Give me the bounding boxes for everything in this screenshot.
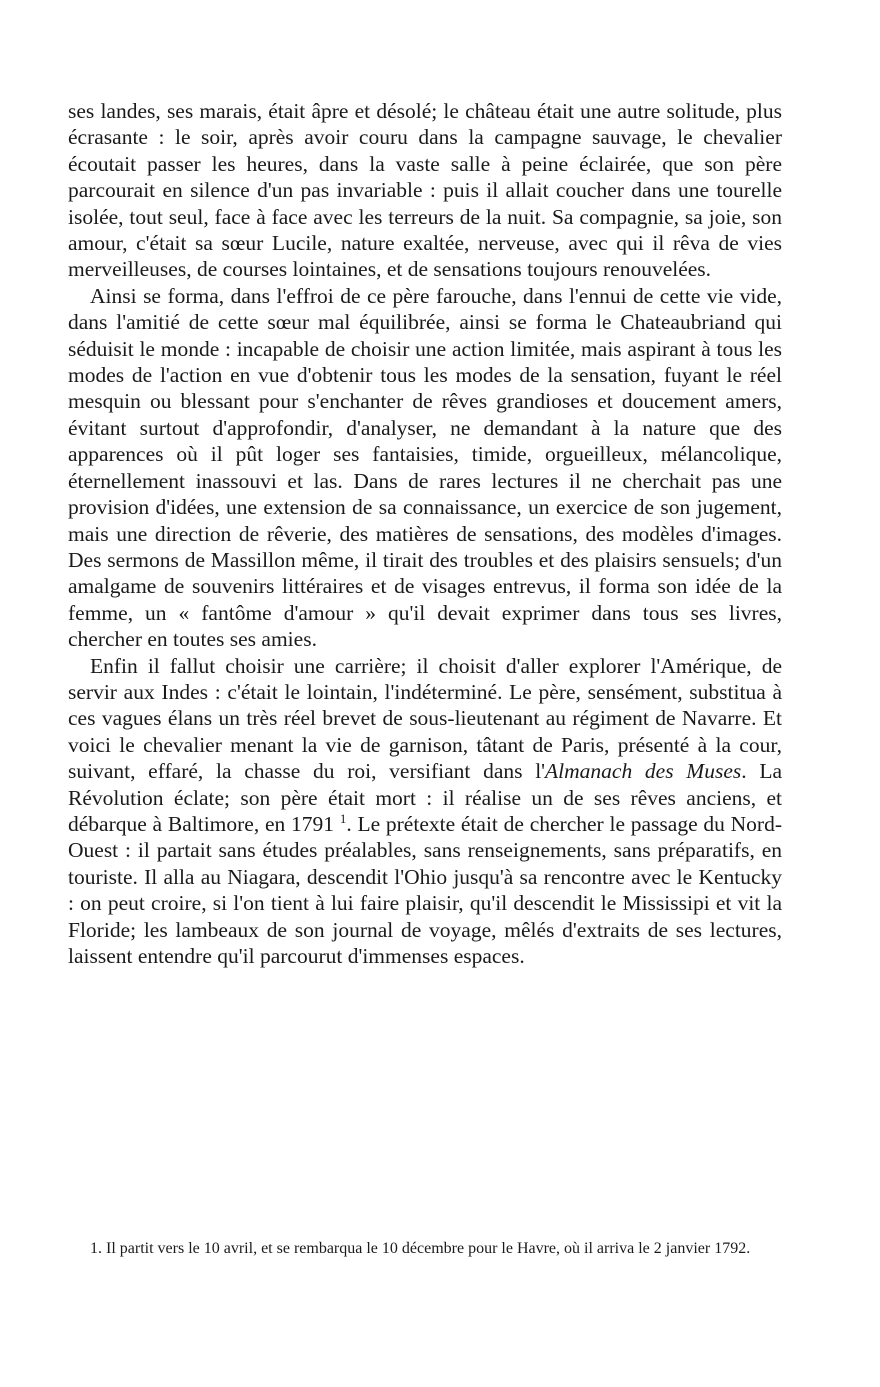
paragraph-3-text-3: . Le prétexte était de chercher le passage du Nord-Ouest : il partait sans études préalables, sans renseignements, sans préparatifs, en touriste. Il alla au Niagara, descendit l'Ohio jusqu'à sa rencontre avec le Kentucky : on peut croire, si l'on tient à lui faire plaisir, qu'il descendit le Mississipi et vit la Floride; les lambeaux de son journal de voyage, mêlés d'extraits de ses lectures, laissent entendre qu'il parcourut d'immenses espaces. xyxy=(68,811,782,968)
page-body xyxy=(68,98,782,969)
paragraph-3 xyxy=(68,653,782,970)
paragraph-3-text-1: Enfin il fallut choisir une carrière; il choisit d'aller explorer l'Amérique, de servir aux Indes : c'était le lointain, l'indéterminé. Le père, sensément, substitua à ces vagues élans un très réel brevet de sous-lieutenant au régiment de Navarre. Et voici le chevalier menant la vie de garnison, tâtant de Paris, présenté à la cour, suivant, effaré, la chasse du roi, versifiant dans l' xyxy=(68,653,782,784)
footnote-reference: 1 xyxy=(339,810,347,826)
paragraph-1: ses landes, ses marais, était âpre et désolé; le château était une autre solitude, plus écrasante : le soir, après avoir couru dans la campagne sauvage, le chevalier écoutait passer les heures, dans la vaste salle à peine éclairée, que son père parcourait en silence d'un pas invariable : puis il allait coucher dans une tourelle isolée, tout seul, face à face avec les terreurs de la nuit. Sa compagnie, sa joie, son amour, c'était sa sœur Lucile, nature exaltée, nerveuse, avec qui il rêva de vies merveilleuses, de courses lointaines, et de sensations toujours renouvelées. xyxy=(68,99,782,282)
italic-title: Almanach des Muses xyxy=(545,759,742,784)
paragraph-3-text-2: . La Révolution éclate; son père était mort : il réalise un de ses rêves anciens, et débarque à Baltimore, en 1791 xyxy=(68,759,782,836)
footnote: 1. Il partit vers le 10 avril, et se rembarqua le 10 décembre pour le Havre, où il arriva le 2 janvier 1792. xyxy=(90,1240,751,1257)
paragraph-2: Ainsi se forma, dans l'effroi de ce père farouche, dans l'ennui de cette vie vide, dans l'amitié de cette sœur mal équilibrée, ainsi se forma le Chateaubriand qui séduisit le monde : incapable de choisir une action limitée, mais aspirant à tous les modes de l'action en vue d'obtenir tous les modes de la sensation, fuyant le réel mesquin ou blessant pour s'enchanter de rêves grandioses et doucement amers, évitant surtout d'approfondir, d'analyser, ne demandant à la nature que des apparences où il pût loger ses fantaisies, timide, orgueilleux, mélancolique, éternellement inassouvi et las. Dans de rares lectures il ne cherchait pas une provision d'idées, une extension de sa connaissance, un exercice de son jugement, mais une direction de rêverie, des matières de sensations, des modèles d'images. Des sermons de Massillon même, il tirait des troubles et des plaisirs sensuels; d'un amalgame de souvenirs littéraires et de visages entrevus, il forma son idée de la femme, un « fantôme d'amour » qu'il devait exprimer dans tous ses livres, chercher en toutes ses amies. xyxy=(68,283,782,652)
